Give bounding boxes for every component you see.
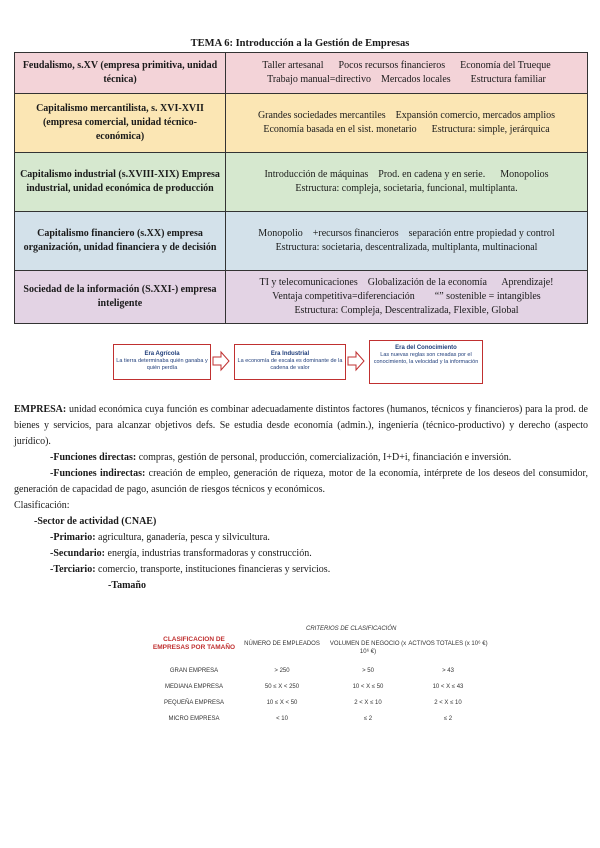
- primario-text: agricultura, ganadería, pesca y silvicultura.: [98, 532, 270, 543]
- era-box-title: Era Industrial: [270, 351, 310, 357]
- era-description: [226, 153, 588, 212]
- terciario-text: comercio, transporte, instituciones financieras y servicios.: [98, 564, 331, 575]
- desc-line: Estructura: Compleja, Descentralizada, Flexible, Global: [294, 305, 519, 316]
- era-box-title: Era del Conocimiento: [395, 345, 457, 351]
- size-empleados: > 250: [274, 668, 290, 674]
- era-diagram: [113, 340, 493, 384]
- sector-terciario: [14, 562, 588, 578]
- funciones-indirectas: [14, 466, 588, 498]
- sector-heading: [14, 514, 588, 530]
- desc-line: Grandes sociedades mercantiles Expansión comercio, mercados amplios: [257, 110, 556, 121]
- era-box-text: La economía de escala es dominante de la cadena de valor: [237, 358, 343, 371]
- era-box-industrial: [234, 344, 346, 380]
- table-row: [15, 212, 588, 271]
- secundario-text: energía, industrias transformadoras y construcción.: [107, 548, 312, 559]
- era-cell: Feudalismo, s.XV (empresa primitiva, unidad técnica): [15, 53, 226, 94]
- arrow-right-icon: [212, 350, 230, 372]
- tamano-heading: [14, 578, 588, 594]
- directas-label: -Funciones directas:: [50, 452, 137, 463]
- desc-line: Ventaja competitiva=diferenciación “” sostenible = intangibles: [272, 291, 541, 302]
- primario-label: -Primario:: [50, 532, 96, 543]
- funciones-directas: [14, 450, 588, 466]
- size-activos: > 43: [442, 668, 454, 674]
- empresa-definition: [14, 402, 588, 450]
- clasificacion-heading: Clasificación:: [14, 500, 70, 511]
- size-empleados: < 10: [276, 716, 288, 722]
- era-cell: Sociedad de la información (S.XXI-) empresa inteligente: [15, 271, 226, 324]
- size-activos: ≤ 2: [443, 716, 453, 722]
- size-volumen: > 50: [362, 668, 374, 674]
- era-cell: Capitalismo mercantilista, s. XVI-XVII (empresa comercial, unidad técnico-económica): [15, 94, 226, 153]
- sector-primario: [14, 530, 588, 546]
- size-table: [138, 622, 490, 720]
- era-description: [226, 212, 588, 271]
- era-cell: Capitalismo industrial (s.XVIII-XIX) Empresa industrial, unidad económica de producción: [15, 153, 226, 212]
- table-row: [138, 712, 490, 728]
- size-name: MICRO EMPRESA: [168, 716, 220, 722]
- terciario-label: -Terciario:: [50, 564, 96, 575]
- table-row: [138, 664, 490, 680]
- era-box-conocimiento: [369, 340, 483, 384]
- size-header-activos: ACTIVOS TOTALES (x 10⁶ €): [408, 641, 488, 647]
- empresa-section: [14, 402, 588, 594]
- size-header-volumen: VOLUMEN DE NEGOCIO (x 10⁶ €): [329, 641, 407, 655]
- size-name: MEDIANA EMPRESA: [164, 684, 223, 690]
- size-name: PEQUEÑA EMPRESA: [163, 700, 225, 706]
- table-row: [15, 153, 588, 212]
- empresa-term: EMPRESA:: [14, 404, 67, 415]
- eras-table: [14, 52, 588, 324]
- sector-label: -Sector de actividad (CNAE): [34, 516, 157, 527]
- era-description: [226, 94, 588, 153]
- desc-line: TI y telecomunicaciones Globalización de la economía Aprendizaje!: [259, 277, 554, 288]
- arrow-right-icon: [347, 350, 365, 372]
- desc-line: Estructura: compleja, societaria, funcional, multiplanta.: [295, 183, 518, 194]
- size-volumen: ≤ 2: [363, 716, 373, 722]
- table-row: [15, 271, 588, 324]
- era-box-text: Las nuevas reglas son creadas por el conocimiento, la velocidad y la información: [373, 352, 479, 365]
- table-row: [138, 680, 490, 696]
- size-header-empleados: NÚMERO DE EMPLEADOS: [244, 641, 320, 647]
- size-activos: 2 < X ≤ 10: [434, 700, 462, 706]
- era-box-text: La tierra determinaba quién ganaba y quién perdía: [116, 358, 208, 371]
- indirectas-text: creación de empleo, generación de riqueza, motor de la economía, intérprete de los deseos del consumidor, generación de capacidad de pago, asunción de riesgos técnicos y económicos.: [14, 468, 588, 495]
- size-empleados: 10 ≤ X < 50: [266, 700, 298, 706]
- era-description: [226, 53, 588, 94]
- sector-secundario: [14, 546, 588, 562]
- desc-line: Trabajo manual=directivo Mercados locales Estructura familiar: [267, 74, 546, 85]
- size-activos: 10 < X ≤ 43: [432, 684, 464, 690]
- tamano-label: -Tamaño: [108, 580, 146, 591]
- era-cell: Capitalismo financiero (s.XX) empresa organización, unidad financiera y de decisión: [15, 212, 226, 271]
- size-name: GRAN EMPRESA: [169, 668, 219, 674]
- empresa-definition-text: unidad económica cuya función es combinar adecuadamente distintos factores (humanos, técnicos y financieros) para la prod. de bienes y servicios, para alcanzar objetivos defs. Se estudia desde economía (admin.), ingeniería (técnico-productivo) y derecho (aspecto jurídico).: [14, 404, 588, 447]
- size-volumen: 10 < X ≤ 50: [352, 684, 384, 690]
- desc-line: Monopolio +recursos financieros separación entre propiedad y control: [258, 228, 555, 239]
- table-row: [15, 94, 588, 153]
- indirectas-label: -Funciones indirectas:: [50, 468, 146, 479]
- size-volumen: 2 < X ≤ 10: [354, 700, 382, 706]
- era-box-agricola: [113, 344, 211, 380]
- era-description: [226, 271, 588, 324]
- size-empleados: 50 ≤ X < 250: [264, 684, 300, 690]
- document-title: TEMA 6: Introducción a la Gestión de Empresas: [190, 38, 410, 49]
- size-header-classification: CLASIFICACION DE EMPRESAS POR TAMAÑO: [152, 636, 236, 651]
- era-box-title: Era Agrícola: [144, 351, 180, 357]
- criteria-title: CRITERIOS DE CLASIFICACIÓN: [306, 626, 397, 632]
- directas-text: compras, gestión de personal, producción, comercialización, I+D+i, financiación e inversión.: [138, 452, 512, 463]
- desc-line: Economía basada en el sist. monetario Estructura: simple, jerárquica: [263, 124, 550, 135]
- table-row: [15, 53, 588, 94]
- secundario-label: -Secundario:: [50, 548, 105, 559]
- desc-line: Estructura: societaria, descentralizada, multiplanta, multinacional: [275, 242, 538, 253]
- desc-line: Taller artesanal Pocos recursos financieros Economía del Trueque: [262, 60, 551, 71]
- table-row: [138, 696, 490, 712]
- desc-line: Introducción de máquinas Prod. en cadena y en serie. Monopolios: [264, 169, 549, 180]
